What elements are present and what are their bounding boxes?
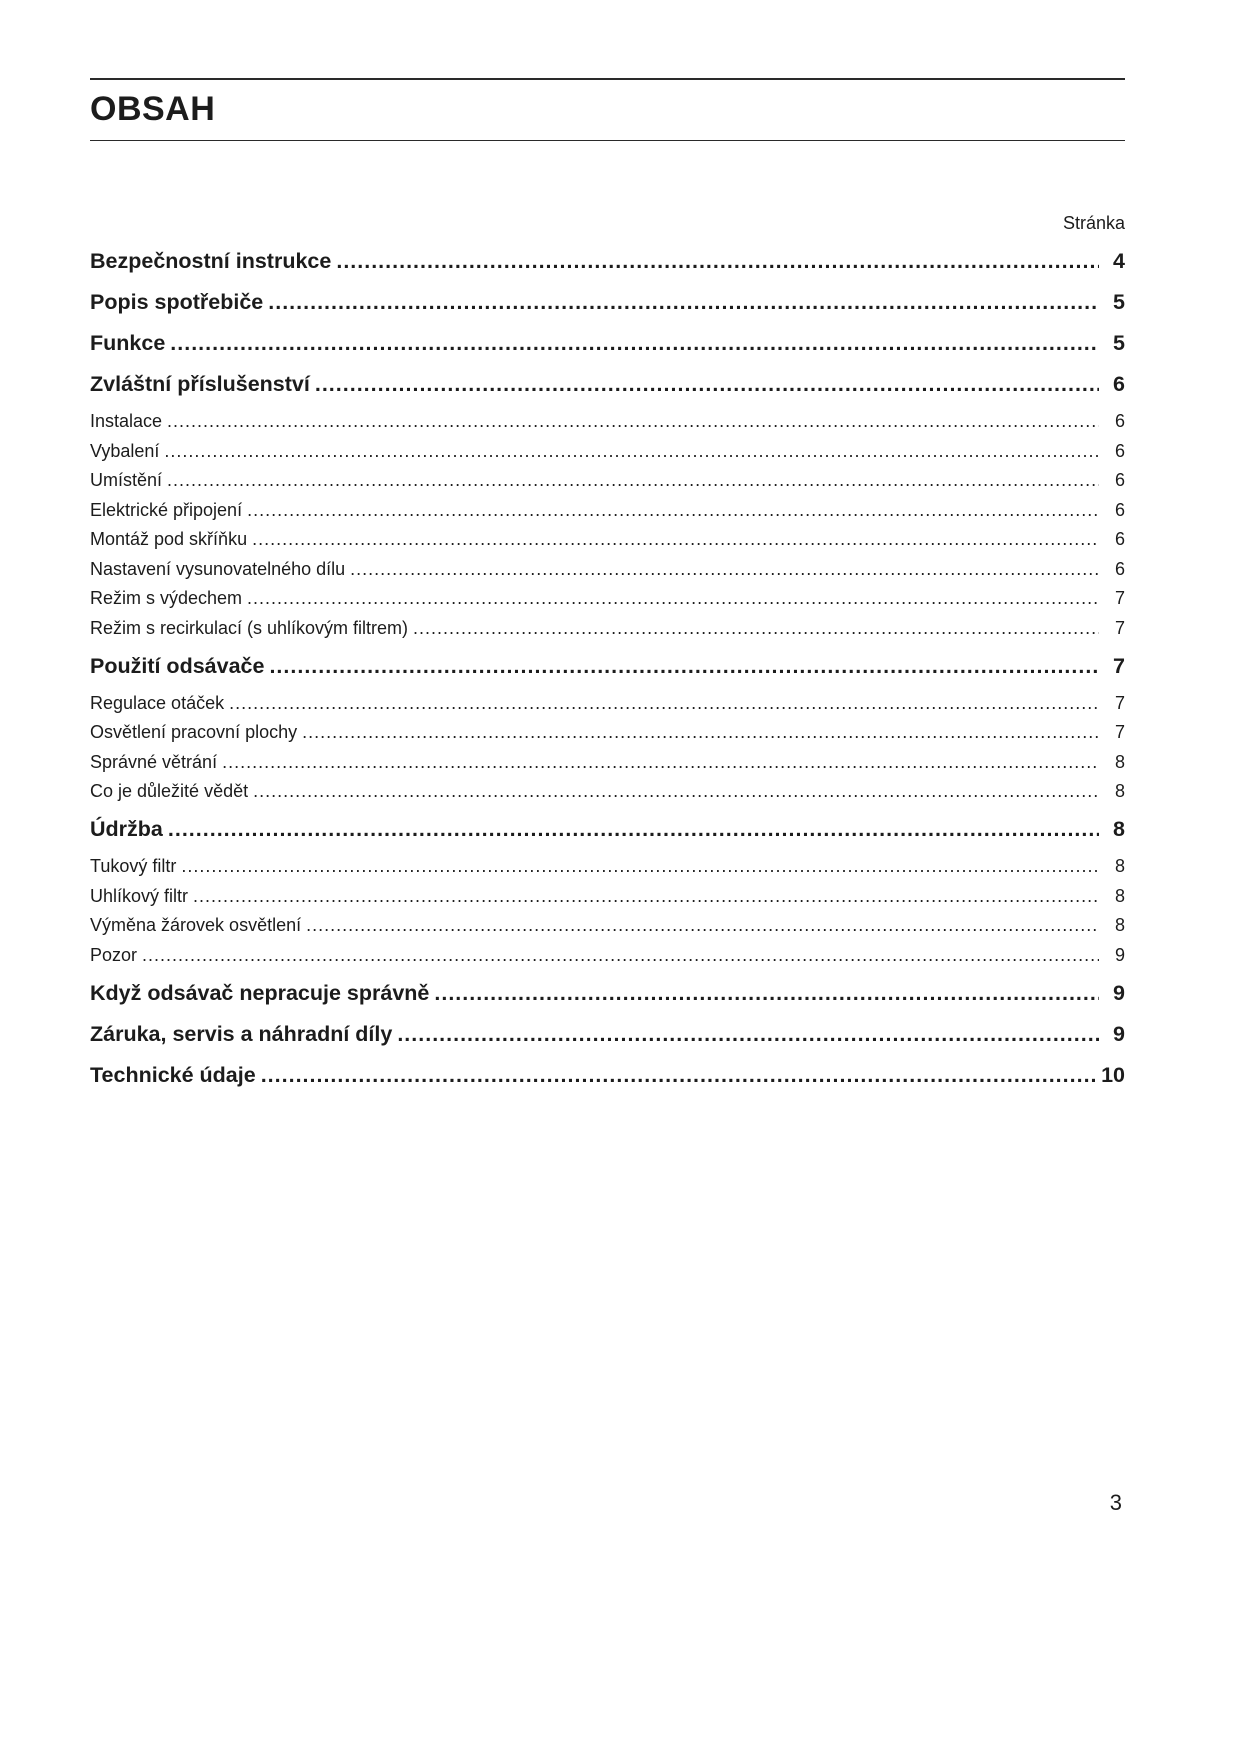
toc-row — [90, 916, 1125, 935]
toc-row — [90, 857, 1125, 876]
toc-leader-dots — [268, 289, 1099, 315]
toc-entry-title: Záruka, servis a náhradní díly — [90, 1021, 393, 1046]
toc-list — [90, 248, 1125, 1088]
toc-leader-dots — [434, 980, 1099, 1006]
toc-entry-title: Vybalení — [90, 440, 160, 461]
toc-row — [90, 694, 1125, 713]
toc-entry-title: Regulace otáček — [90, 692, 225, 713]
toc-page-number: 7 — [1114, 617, 1125, 638]
toc-row — [90, 442, 1125, 461]
page-column-label: Stránka — [1062, 213, 1125, 233]
toc-leader-dots — [222, 753, 1099, 772]
toc-row — [90, 1062, 1125, 1088]
toc-page-number: 5 — [1113, 331, 1125, 355]
toc-entry-title: Popis spotřebiče — [90, 290, 264, 314]
toc-row — [90, 753, 1125, 772]
toc-page-number: 10 — [1101, 1062, 1125, 1087]
toc-page-number: 6 — [1114, 411, 1125, 431]
toc-entry-title: Instalace — [90, 411, 163, 431]
toc-row — [90, 1021, 1125, 1047]
toc-leader-dots — [168, 816, 1099, 842]
toc-row — [90, 946, 1125, 965]
toc-entry-title: Údržba — [90, 817, 163, 841]
footer-page-number: 3 — [1109, 1490, 1122, 1515]
toc-page-number: 6 — [1114, 558, 1125, 579]
toc-page-number: 6 — [1113, 372, 1125, 396]
toc-row — [90, 782, 1125, 801]
toc-entry-title: Tukový filtr — [90, 856, 177, 876]
toc-row — [90, 289, 1125, 315]
toc-leader-dots — [167, 471, 1099, 490]
toc-leader-dots — [261, 1062, 1097, 1088]
toc-leader-dots — [252, 530, 1099, 549]
toc-leader-dots — [164, 442, 1099, 461]
toc-leader-dots — [336, 248, 1099, 274]
toc-row — [90, 816, 1125, 842]
toc-leader-dots — [315, 371, 1099, 397]
toc-page-number: 9 — [1113, 980, 1125, 1005]
toc-entry-title: Když odsávač nepracuje správně — [90, 980, 430, 1005]
toc-page-number: 7 — [1114, 692, 1125, 713]
toc-page-number: 6 — [1114, 470, 1125, 490]
toc-entry-title: Výměna žárovek osvětlení — [90, 915, 302, 935]
toc-row — [90, 653, 1125, 679]
toc-leader-dots — [247, 501, 1099, 520]
toc-page-number: 8 — [1114, 915, 1125, 935]
toc-row — [90, 723, 1125, 742]
toc-row — [90, 412, 1125, 431]
toc-leader-dots — [269, 653, 1099, 679]
toc-page-number: 8 — [1114, 885, 1125, 906]
toc-page-number: 6 — [1114, 529, 1125, 549]
toc-page-number: 6 — [1114, 440, 1125, 461]
toc-row — [90, 980, 1125, 1006]
toc-entry-title: Režim s recirkulací (s uhlíkovým filtrem) — [90, 617, 409, 638]
toc-entry-title: Nastavení vysunovatelného dílu — [90, 558, 346, 579]
toc-leader-dots — [181, 857, 1099, 876]
toc-page-number: 9 — [1113, 1021, 1125, 1046]
toc-page-number: 7 — [1113, 653, 1125, 678]
toc-leader-dots — [167, 412, 1099, 431]
toc-row — [90, 530, 1125, 549]
toc-row — [90, 619, 1125, 638]
toc-page-number: 5 — [1113, 290, 1125, 314]
toc-row — [90, 248, 1125, 274]
toc-page-number: 7 — [1114, 588, 1125, 608]
toc-entry-title: Montáž pod skříňku — [90, 529, 248, 549]
toc-entry-title: Osvětlení pracovní plochy — [90, 722, 298, 742]
toc-entry-title: Zvláštní příslušenství — [90, 372, 310, 396]
toc-row — [90, 589, 1125, 608]
toc-page-number: 6 — [1114, 499, 1125, 520]
toc-row — [90, 501, 1125, 520]
toc-page-number: 8 — [1114, 751, 1125, 772]
title-underline-rule — [90, 140, 1125, 141]
toc-page-number: 8 — [1114, 781, 1125, 801]
toc-leader-dots — [350, 560, 1099, 579]
toc-entry-title: Správné větrání — [90, 751, 218, 772]
toc-entry-title: Technické údaje — [90, 1062, 256, 1087]
toc-row — [90, 371, 1125, 397]
toc-page-number: 8 — [1114, 856, 1125, 876]
toc-leader-dots — [253, 782, 1099, 801]
toc-entry-title: Funkce — [90, 331, 166, 355]
toc-page-number: 8 — [1113, 817, 1125, 841]
toc-entry-title: Režim s výdechem — [90, 588, 243, 608]
toc-leader-dots — [397, 1021, 1099, 1047]
toc-row — [90, 560, 1125, 579]
toc-leader-dots — [413, 619, 1099, 638]
toc-leader-dots — [302, 723, 1099, 742]
toc-entry-title: Umístění — [90, 470, 163, 490]
toc-leader-dots — [142, 946, 1099, 965]
toc-row — [90, 471, 1125, 490]
toc-page-number: 9 — [1114, 944, 1125, 965]
toc-entry-title: Pozor — [90, 944, 138, 965]
toc-entry-title: Bezpečnostní instrukce — [90, 249, 332, 273]
toc-leader-dots — [306, 916, 1099, 935]
toc-page-number: 7 — [1114, 722, 1125, 742]
toc-entry-title: Použití odsávače — [90, 653, 265, 678]
top-rule — [90, 78, 1125, 80]
toc-leader-dots — [247, 589, 1099, 608]
toc-row — [90, 887, 1125, 906]
toc-row — [90, 330, 1125, 356]
toc-leader-dots — [229, 694, 1099, 713]
toc-leader-dots — [193, 887, 1099, 906]
toc-entry-title: Elektrické připojení — [90, 499, 243, 520]
toc-page-number: 4 — [1113, 249, 1125, 273]
toc-entry-title: Uhlíkový filtr — [90, 885, 189, 906]
page-title: OBSAH — [90, 90, 216, 128]
toc-entry-title: Co je důležité vědět — [90, 781, 249, 801]
toc-leader-dots — [170, 330, 1099, 356]
